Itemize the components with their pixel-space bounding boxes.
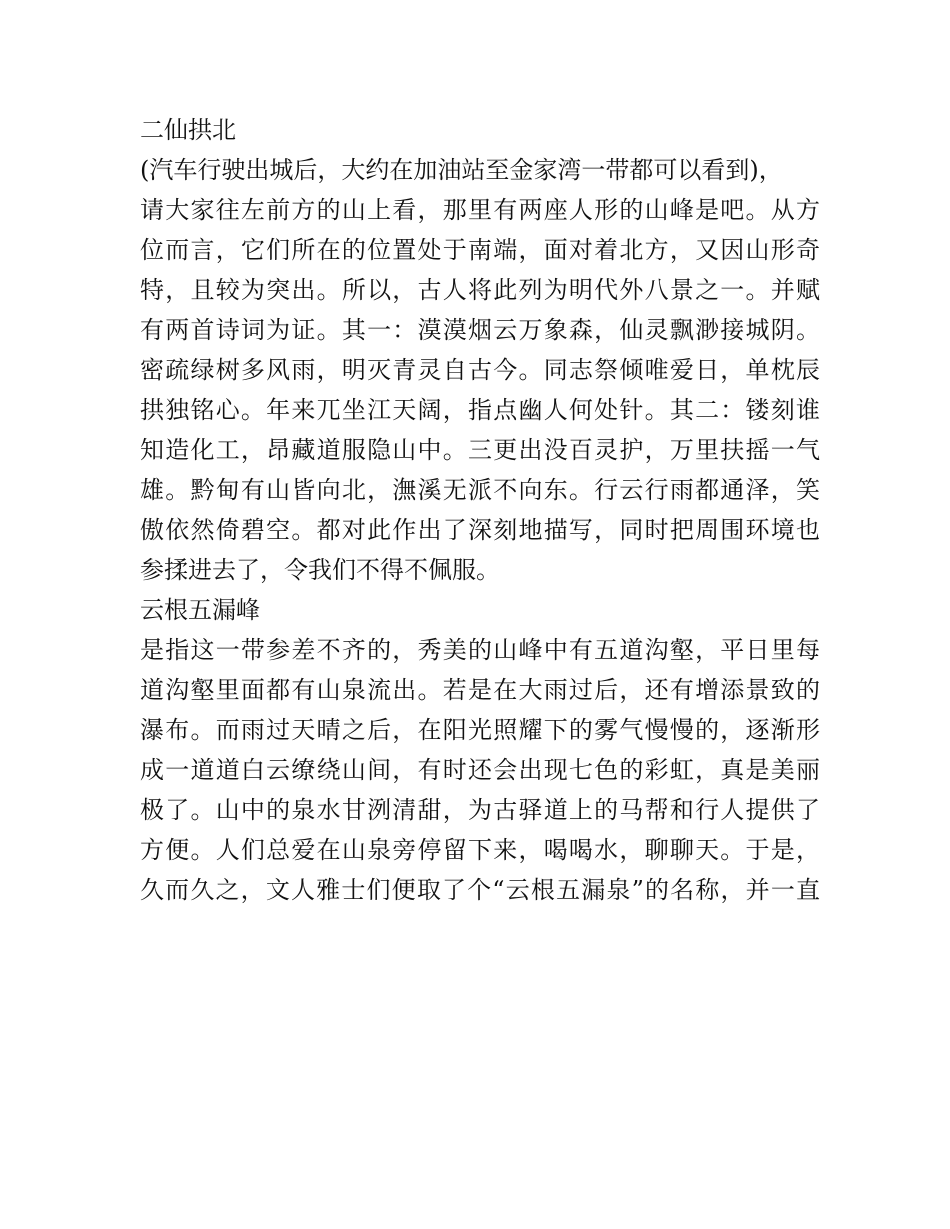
text-line: 特，且较为突出。所以，古人将此列为明代外八景之一。并赋 [140,276,820,304]
text-line: 道沟壑里面都有山泉流出。若是在大雨过后，还有增添景致的 [140,676,820,704]
text-line: 极了。山中的泉水甘洌清甜，为古驿道上的马帮和行人提供了 [140,796,820,824]
text-line: 是指这一带参差不齐的，秀美的山峰中有五道沟壑，平日里每 [140,636,820,664]
document-page [140,110,820,910]
text-line: 傲依然倚碧空。都对此作出了深刻地描写，同时把周围环境也 [140,516,820,544]
heading-yungen-wuloufeng: 云根五漏峰 [140,596,260,624]
text-line: 雄。黔甸有山皆向北，潕溪无派不向东。行云行雨都通泽，笑 [140,476,820,504]
heading-erxian-gongbei: 二仙拱北 [140,116,236,144]
text-line: 久而久之，文人雅士们便取了个“云根五漏泉”的名称，并一直 [140,876,820,904]
text-line: 瀑布。而雨过天晴之后，在阳光照耀下的雾气慢慢的，逐渐形 [140,716,820,744]
text-line: 位而言，它们所在的位置处于南端，面对着北方，又因山形奇 [140,236,820,264]
text-line: 有两首诗词为证。其一：漠漠烟云万象森，仙灵飘渺接城阴。 [140,316,820,344]
text-line: 请大家往左前方的山上看，那里有两座人形的山峰是吧。从方 [140,196,820,224]
text-line: 方便。人们总爱在山泉旁停留下来，喝喝水，聊聊天。于是， [140,836,820,864]
text-line: 密疏绿树多风雨，明灭青灵自古今。同志祭倾唯爱日，单枕辰 [140,356,820,384]
text-line: 拱独铭心。年来兀坐江天阔，指点幽人何处针。其二：镂刻谁 [140,396,820,424]
text-line: 参揉进去了，令我们不得不佩服。 [140,556,500,584]
text-line: 成一道道白云缭绕山间，有时还会出现七色的彩虹，真是美丽 [140,756,820,784]
text-line: (汽车行驶出城后，大约在加油站至金家湾一带都可以看到)， [140,156,783,184]
text-line: 知造化工，昂藏道服隐山中。三更出没百灵护，万里扶摇一气 [140,436,820,464]
